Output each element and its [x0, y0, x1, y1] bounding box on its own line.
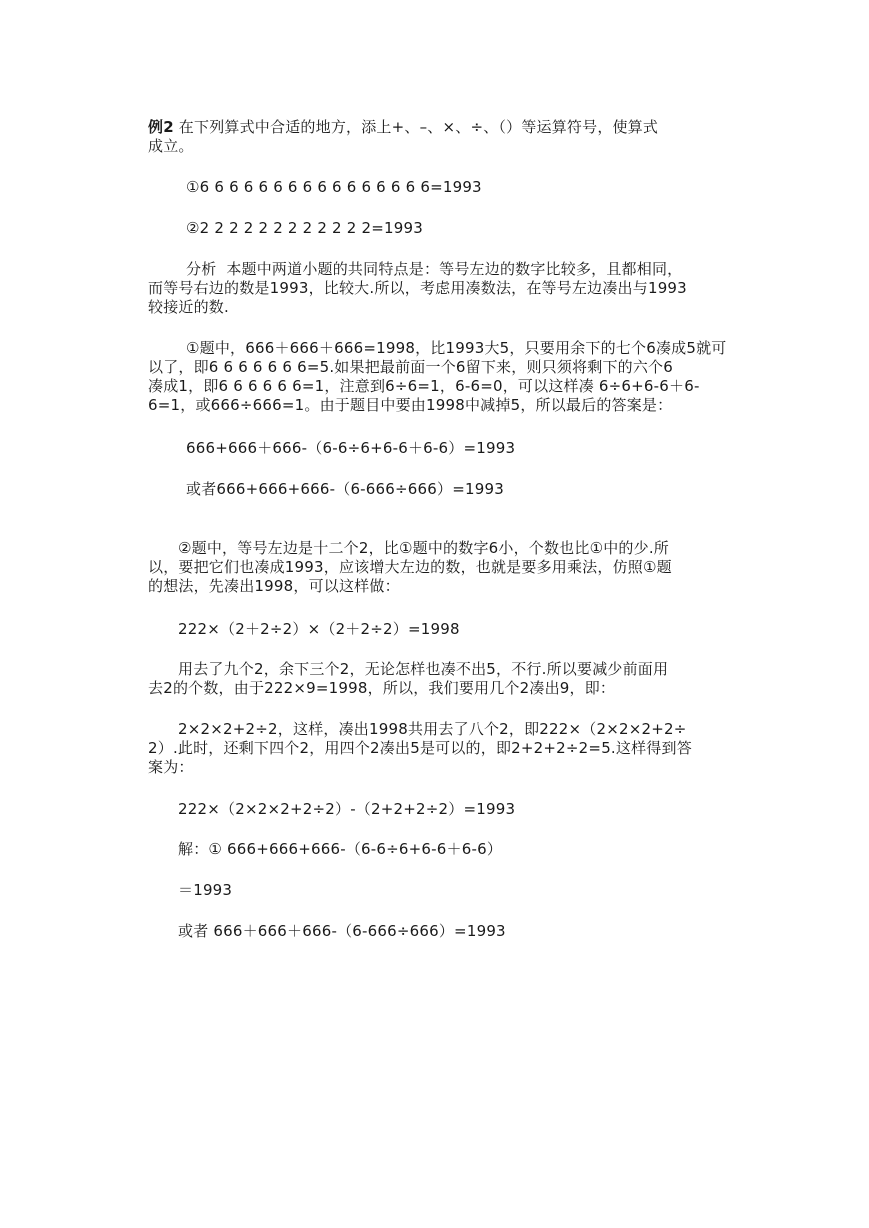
part2-line-3: 的想法，先凑出1998，可以这样做：: [148, 577, 400, 595]
part1-line-4: 6=1，或666÷666=1。由于题目中要由1998中减掉5，所以最后的答案是：: [148, 396, 673, 414]
solution-line-1: 解：① 666+666+666-（6-6÷6+6-6＋6-6）: [178, 840, 503, 858]
part2-para3-line-3: 案为：: [148, 758, 194, 776]
example-question-line: [148, 118, 658, 136]
part2-para2-line-2: 去2的个数，由于222×9=1998，所以，我们要用几个2凑出9，即：: [148, 679, 616, 697]
problem-1: ①6 6 6 6 6 6 6 6 6 6 6 6 6 6 6 6=1993: [186, 178, 482, 196]
solution-line-3: 或者 666＋666＋666-（6-666÷666）=1993: [178, 922, 506, 940]
problem-2: ②2 2 2 2 2 2 2 2 2 2 2 2=1993: [186, 219, 423, 237]
example-label: 例2: [148, 118, 174, 136]
part1-line-3: 凑成1，即6 6 6 6 6 6=1，注意到6÷6=1，6-6=0，可以这样凑 6÷6+6-6＋6-: [148, 377, 700, 395]
part2-para3-line-1: 2×2×2+2÷2，这样，凑出1998共用去了八个2，即222×（2×2×2+2÷: [178, 720, 687, 738]
part2-formula-2: 222×（2×2×2+2÷2）-（2+2+2÷2）=1993: [178, 800, 516, 818]
analysis-line-3: 较接近的数.: [148, 298, 229, 316]
part2-para3-line-2: 2）.此时，还剩下四个2，用四个2凑出5是可以的，即2+2+2÷2=5.这样得到答: [148, 739, 692, 757]
analysis-line-1: 分析 本题中两道小题的共同特点是：等号左边的数字比较多，且都相同，: [186, 260, 683, 278]
part2-line-1: ②题中，等号左边是十二个2，比①题中的数字6小，个数也比①中的少.所: [178, 539, 669, 557]
part1-line-1: ①题中，666＋666＋666=1998，比1993大5，只要用余下的七个6凑成5就可: [186, 339, 727, 357]
part2-formula-1: 222×（2＋2÷2）×（2＋2÷2）=1998: [178, 620, 460, 638]
solution-line-2: ＝1993: [178, 881, 233, 899]
analysis-line-2: 而等号右边的数是1993，比较大.所以，考虑用凑数法，在等号左边凑出与1993: [148, 279, 687, 297]
example-question-line-2: 成立。: [148, 137, 194, 155]
part1-formula-2: 或者666+666+666-（6-666÷666）=1993: [186, 480, 504, 498]
part2-line-2: 以，要把它们也凑成1993，应该增大左边的数，也就是要多用乘法，仿照①题: [148, 558, 672, 576]
part2-para2-line-1: 用去了九个2，余下三个2，无论怎样也凑不出5，不行.所以要减少前面用: [178, 660, 669, 678]
part1-formula-1: 666+666＋666-（6-6÷6+6-6＋6-6）=1993: [186, 439, 516, 457]
example-question-text: 在下列算式中合适的地方，添上+、–、×、÷、（）等运算符号，使算式: [173, 118, 659, 136]
part1-line-2: 以了，即6 6 6 6 6 6 6=5.如果把最前面一个6留下来，则只须将剩下的六个6: [148, 358, 673, 376]
